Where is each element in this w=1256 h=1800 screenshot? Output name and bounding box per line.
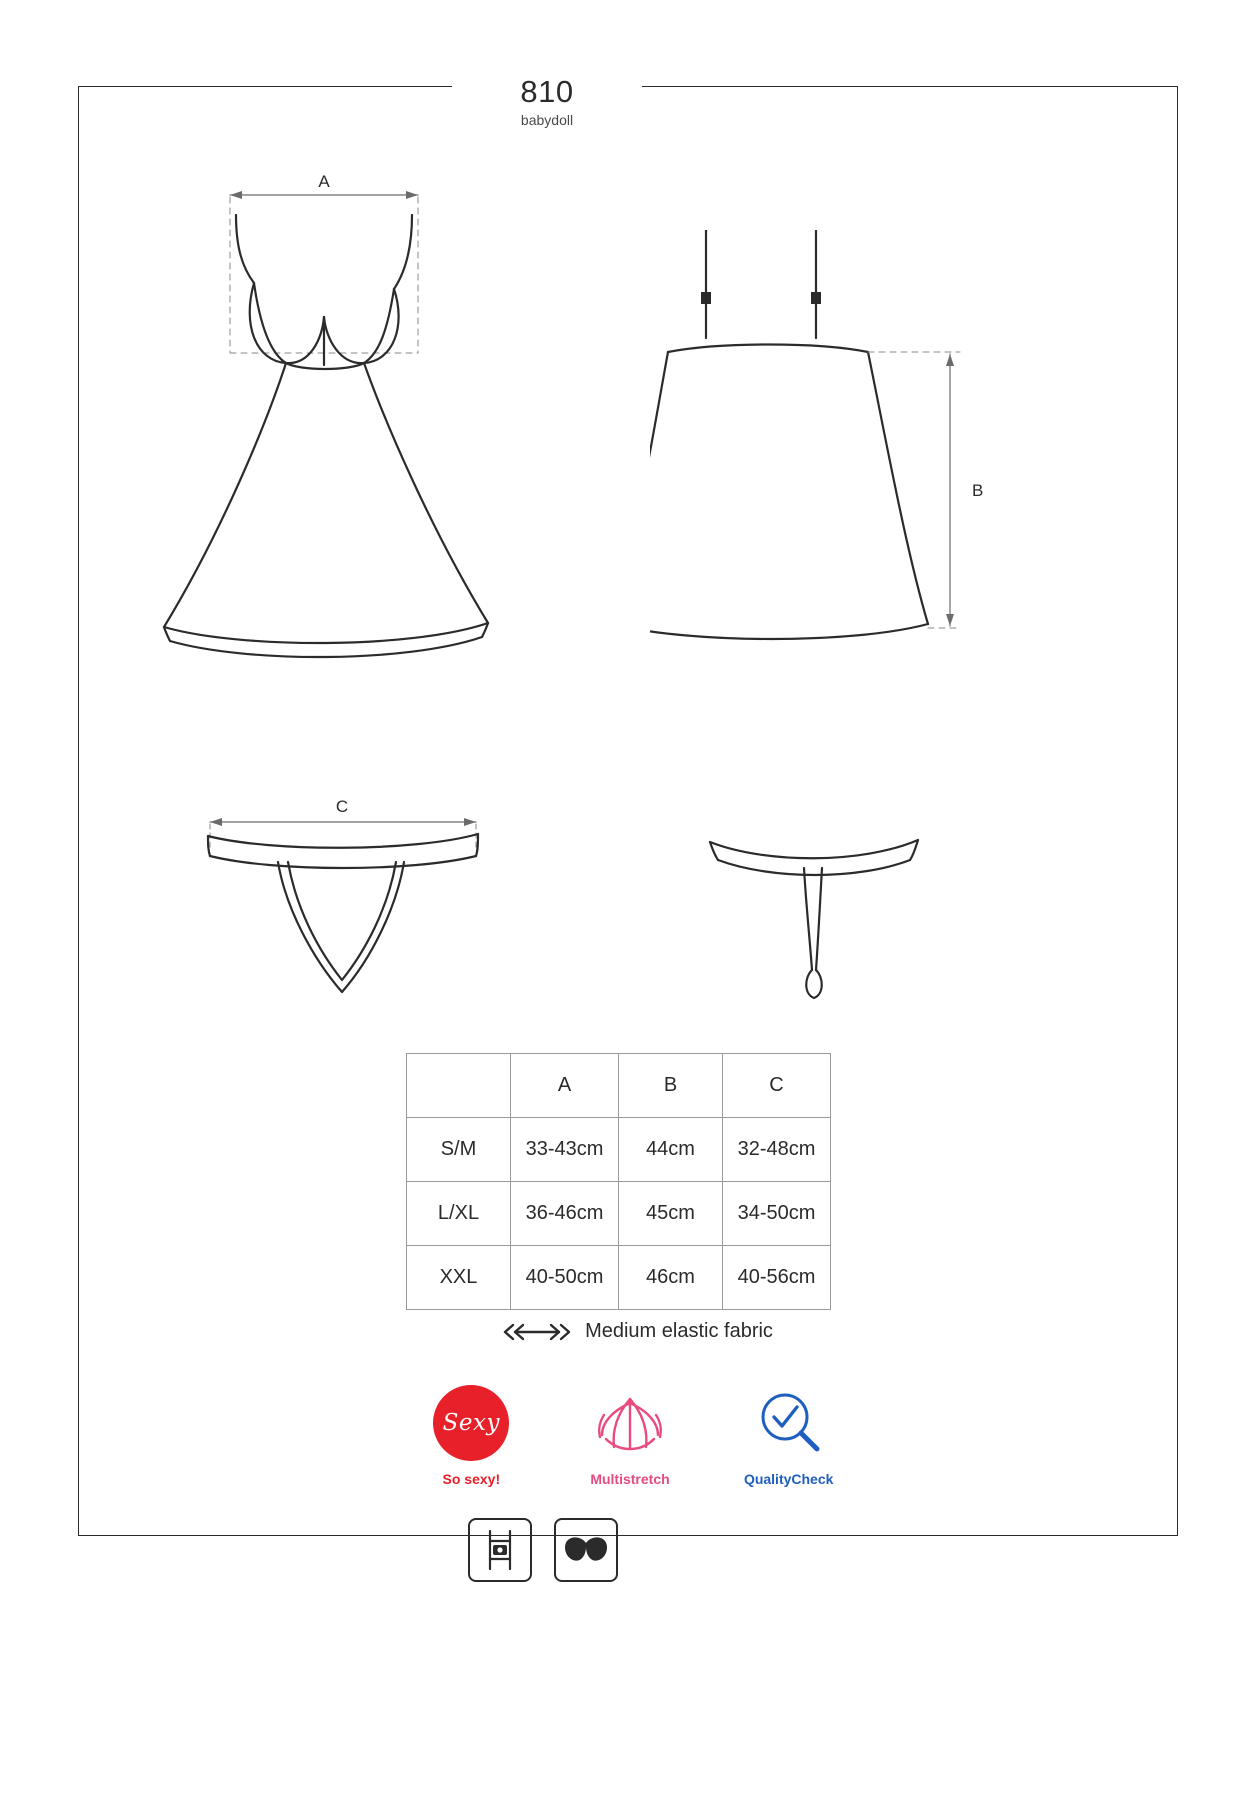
row-value-a: 33-43cm [511, 1118, 619, 1182]
so-sexy-mark: Sexy [442, 1410, 500, 1436]
table-header-c: C [723, 1054, 831, 1118]
product-code: 810 [520, 74, 574, 109]
table-row [407, 1246, 831, 1310]
feature-badges [420, 1385, 840, 1487]
measure-label-b: B [972, 481, 984, 500]
fabric-note-text: Medium elastic fabric [585, 1320, 773, 1342]
row-value-b: 44cm [619, 1118, 723, 1182]
table-header-a: A [511, 1054, 619, 1118]
badge-label: QualityCheck [743, 1471, 834, 1487]
table-header-b: B [619, 1054, 723, 1118]
so-sexy-icon [433, 1385, 509, 1461]
size-table [406, 1053, 831, 1310]
double-arrow-icon [499, 1321, 575, 1343]
page-title [452, 76, 642, 128]
badge-label: So sexy! [442, 1471, 501, 1487]
row-size: L/XL [407, 1182, 511, 1246]
row-value-a: 36-46cm [511, 1182, 619, 1246]
fabric-note [406, 1320, 866, 1343]
table-header-blank [407, 1054, 511, 1118]
badge-so-sexy [420, 1385, 523, 1487]
care-icons [468, 1518, 618, 1582]
badge-label: Multistretch [590, 1471, 670, 1487]
table-header-row [407, 1054, 831, 1118]
row-value-b: 45cm [619, 1182, 723, 1246]
qualitycheck-icon [751, 1385, 827, 1461]
table-row [407, 1118, 831, 1182]
badge-qualitycheck [737, 1385, 840, 1487]
back-thong-drawing [700, 812, 930, 1012]
row-size: S/M [407, 1118, 511, 1182]
row-value-c: 40-56cm [723, 1246, 831, 1310]
measure-label-a: A [318, 175, 330, 191]
fasten-hooks-icon [468, 1518, 532, 1582]
row-value-c: 32-48cm [723, 1118, 831, 1182]
bra-cup-icon [554, 1518, 618, 1582]
measure-label-c: C [335, 800, 349, 816]
row-value-a: 40-50cm [511, 1246, 619, 1310]
row-size: XXL [407, 1246, 511, 1310]
product-type: babydoll [520, 111, 574, 128]
row-value-c: 34-50cm [723, 1182, 831, 1246]
front-thong-drawing [190, 800, 530, 1010]
front-babydoll-drawing [150, 175, 610, 665]
multistretch-icon [592, 1385, 668, 1461]
row-value-b: 46cm [619, 1246, 723, 1310]
table-row [407, 1182, 831, 1246]
badge-multistretch [579, 1385, 682, 1487]
back-babydoll-drawing [650, 230, 1090, 670]
